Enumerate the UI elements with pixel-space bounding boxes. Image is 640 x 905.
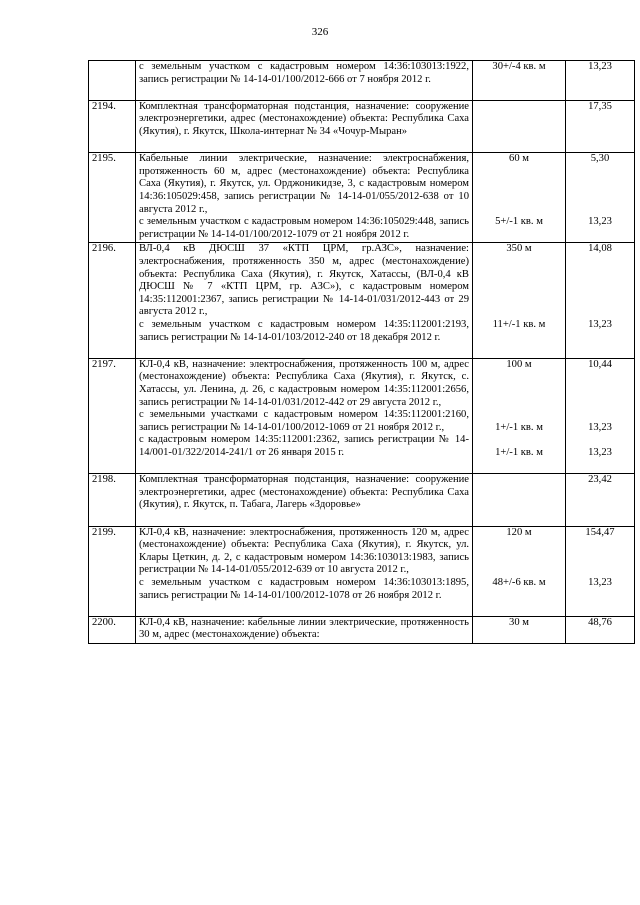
description-block: КЛ-0,4 кВ, назначение: электроснабжения, протяженность 100 м, адрес (местонахождение) объекта: Республика Саха (Якутия), г. Якутск, с. Хатассы, ул. Ленина, д. 26, с кадастровым номером 14:35:112001:2656, запись регистрации № 14-14-01/031/2012-442 от 29 августа 2012 г., [139,358,469,408]
value-entry: 13,23 [588,446,612,458]
row-value [566,100,635,152]
row-description [136,474,473,526]
table-row [89,61,635,101]
value-entry: 5,30 [590,153,610,165]
row-quantity [473,526,566,616]
quantity-entry: 60 м [509,153,529,165]
table-row [89,153,635,243]
row-number: 2198. [89,474,136,526]
value-entry: 13,23 [588,61,612,72]
table-row [89,474,635,526]
table-row [89,358,635,473]
row-number: 2195. [89,153,136,243]
table-row [89,100,635,152]
row-quantity [473,243,566,358]
value-entry: 13,23 [588,576,612,588]
row-value [566,474,635,526]
value-entry: 10,44 [588,358,612,370]
quantity-entry: 120 м [506,526,532,538]
quantity-entry: 100 м [506,358,532,370]
quantity-entry [476,474,562,524]
description-block: с земельными участками с кадастровым номером 14:35:112001:2160, запись регистрации № 14-14-01/100/2012-1069 от 21 ноября 2012 г., [139,409,469,433]
quantity-entry [476,101,562,151]
description-block: Комплектная трансформаторная подстанция, назначение: сооружение электроэнергетики, адрес (местонахождение) объекта: Республика Саха (Якутия), г. Якутск, п. Табага, Лагерь «Здоровье» [139,474,469,511]
description-block: КЛ-0,4 кВ, назначение: электроснабжения, протяженность 120 м, адрес (местонахождение) объекта: Республика Саха (Якутия), г. Якутск, ул. Клары Цеткин, д. 2, с кадастровым номером 14:36:103013:1983, запись регистрации № 14-14-01/055/2012-639 от 10 августа 2012 г., [139,526,469,576]
row-value [566,153,635,243]
value-entry: 17,35 [588,100,612,112]
row-number: 2197. [89,358,136,473]
row-value [566,526,635,616]
row-quantity [473,358,566,473]
quantity-entry: 30 м [509,616,529,628]
row-description [136,616,473,643]
description-block: КЛ-0,4 кВ, назначение: кабельные линии электрические, протяженность 30 м, адрес (местонахождение) объекта: [139,616,469,641]
description-block: с земельным участком с кадастровым номером 14:36:105029:448, запись регистрации № 14-14-01/100/2012-1079 от 21 ноября 2012 г. [139,216,469,240]
row-description [136,243,473,358]
description-block: Комплектная трансформаторная подстанция, назначение: сооружение электроэнергетики, адрес (местонахождение) объекта: Республика Саха (Якутия), г. Якутск, Школа-интернат № 34 «Чочур-Мыран» [139,100,469,137]
value-entry: 14,08 [588,243,612,255]
quantity-entry: 1+/-1 кв. м [495,421,543,433]
row-description [136,100,473,152]
description-block: Кабельные линии электрические, назначение: электроснабжения, протяженность 60 м, адрес (местонахождение) объекта: Республика Саха (Якутия), г. Якутск, ул. Орджоникидзе, 3, с кадастровым номером 14:36:105029:458, запись регистрации № 14-14-01/055/2012-638 от 10 августа 2012 г., [139,153,469,215]
quantity-entry: 30+/-4 кв. м [492,61,546,72]
row-value [566,243,635,358]
value-entry: 23,42 [588,474,612,486]
row-quantity [473,61,566,101]
description-block: с кадастровым номером 14:35:112001:2362, запись регистрации № 14-14/001-01/322/2014-241/1 от 26 января 2015 г. [139,434,469,458]
row-quantity [473,616,566,643]
table-row [89,243,635,358]
row-value [566,358,635,473]
quantity-entry: 48+/-6 кв. м [492,576,546,588]
value-entry: 48,76 [588,616,612,628]
quantity-entry: 11+/-1 кв. м [492,318,546,330]
row-number: 2199. [89,526,136,616]
page-number: 326 [311,26,329,38]
row-description [136,358,473,473]
value-entry: 13,23 [588,216,612,228]
value-entry: 154,47 [585,526,615,538]
row-number: 2194. [89,100,136,152]
row-description [136,526,473,616]
row-number: 2196. [89,243,136,358]
row-quantity [473,100,566,152]
row-quantity [473,474,566,526]
description-block: ВЛ-0,4 кВ ДЮСШ 37 «КТП ЦРМ, гр.АЗС», назначение: электроснабжения, протяженность 350 м, адрес (местонахождение) объекта: Республика Саха (Якутия), г. Якутск, Хатассы, (ВЛ-0,4 кВ ДЮСШ № 7 «КТП ЦРМ, гр. АЗС»), с кадастровым номером 14:35:112001:2367, запись регистрации № 14-14-01/031/2012-443 от 29 августа 2012 г., [139,243,469,318]
registry-table-body [89,61,635,644]
description-block: с земельным участком с кадастровым номером 14:35:112001:2193, запись регистрации № 14-14-01/103/2012-240 от 18 декабря 2012 г. [139,318,469,343]
quantity-entry: 5+/-1 кв. м [495,216,543,228]
row-description [136,61,473,101]
row-number: 2200. [89,616,136,643]
description-block: с земельным участком с кадастровым номером 14:36:103013:1922, запись регистрации № 14-14-01/100/2012-666 от 7 ноября 2012 г. [139,61,469,85]
value-entry: 13,23 [588,421,612,433]
row-description [136,153,473,243]
row-value [566,616,635,643]
value-entry: 13,23 [588,318,612,330]
description-block: с земельным участком с кадастровым номером 14:36:103013:1895, запись регистрации № 14-14-01/100/2012-1078 от 26 ноября 2012 г. [139,576,469,601]
row-number [89,61,136,101]
property-registry-table [88,60,635,644]
quantity-entry: 350 м [506,243,532,255]
row-value [566,61,635,101]
table-row [89,526,635,616]
table-row [89,616,635,643]
quantity-entry: 1+/-1 кв. м [495,446,543,458]
row-quantity [473,153,566,243]
